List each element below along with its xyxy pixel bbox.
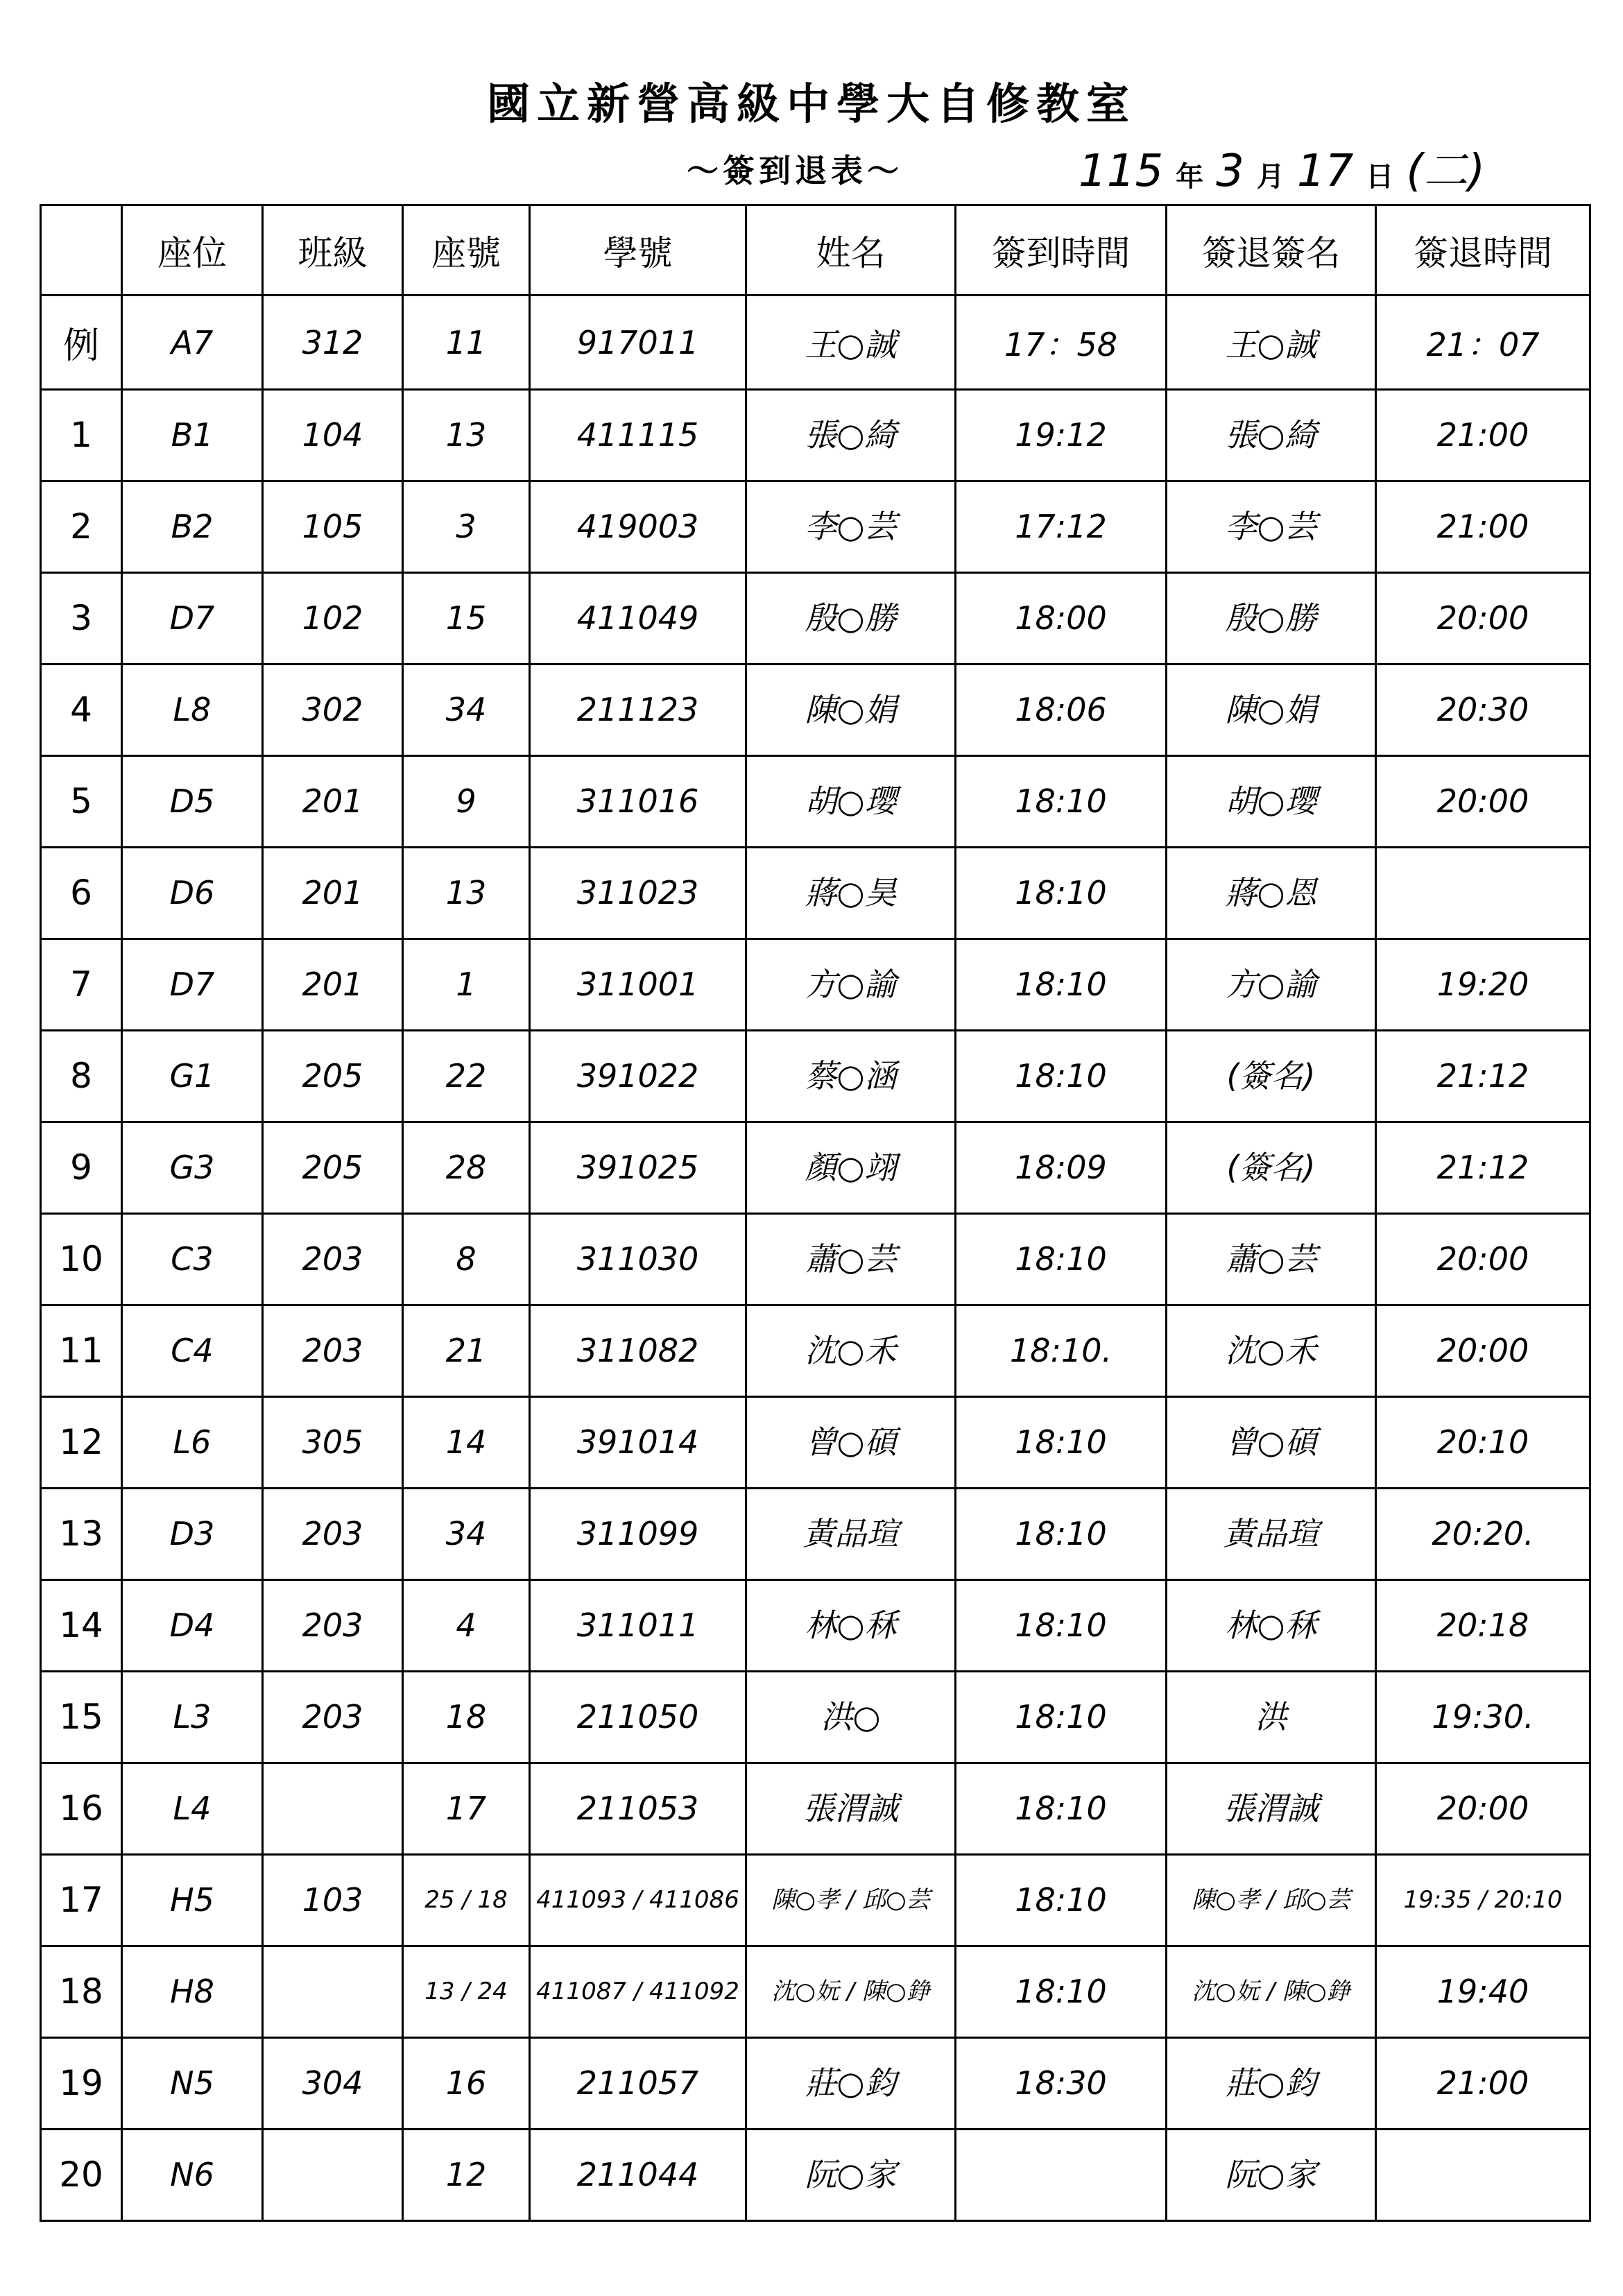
cell-seat[interactable]: L3 (122, 1672, 263, 1763)
cell-student-id[interactable]: 311099 (530, 1489, 746, 1580)
cell-sign-out-time[interactable]: 21:00 (1376, 481, 1590, 573)
table-row (41, 1489, 1590, 1580)
table-row (41, 481, 1590, 573)
cell-seat-number[interactable]: 14 (403, 1397, 530, 1489)
cell-class[interactable]: 205 (263, 1031, 403, 1122)
header-student-id: 學號 (530, 205, 746, 295)
cell-index[interactable]: 18 (41, 1946, 122, 2038)
cell-class[interactable]: 102 (263, 573, 403, 665)
cell-student-id[interactable]: 419003 (530, 481, 746, 573)
cell-name[interactable]: 胡○璎 (746, 756, 956, 848)
cell-student-id[interactable]: 211057 (530, 2038, 746, 2130)
cell-seat[interactable]: D7 (122, 939, 263, 1031)
cell-seat[interactable]: N6 (122, 2130, 263, 2221)
cell-sign-out-signature[interactable]: (簽名) (1167, 1122, 1376, 1214)
table-row (41, 573, 1590, 665)
cell-sign-in-time[interactable] (956, 2130, 1167, 2221)
cell-sign-out-time[interactable] (1376, 2130, 1590, 2221)
example-index: 例 (41, 295, 122, 390)
cell-student-id[interactable]: 411049 (530, 573, 746, 665)
table-row (41, 1305, 1590, 1397)
cell-name[interactable]: 黃品瑄 (746, 1489, 956, 1580)
cell-seat[interactable]: H8 (122, 1946, 263, 2038)
cell-seat[interactable]: D5 (122, 756, 263, 848)
cell-sign-in-time[interactable]: 18:10 (956, 848, 1167, 939)
cell-index[interactable]: 4 (41, 665, 122, 756)
cell-name[interactable]: 曾○碩 (746, 1397, 956, 1489)
cell-seat-number[interactable]: 16 (403, 2038, 530, 2130)
cell-sign-in-time[interactable]: 18:10 (956, 756, 1167, 848)
cell-student-id[interactable]: 311016 (530, 756, 746, 848)
cell-class[interactable] (263, 2130, 403, 2221)
example-seat-number: 11 (403, 295, 530, 390)
date-weekday: (二) (1406, 146, 1486, 197)
example-seat: A7 (122, 295, 263, 390)
cell-sign-in-time[interactable]: 18:10 (956, 1763, 1167, 1855)
cell-name[interactable]: 沈○禾 (746, 1305, 956, 1397)
cell-sign-in-time[interactable]: 18:10 (956, 1489, 1167, 1580)
cell-sign-out-time[interactable]: 21:12 (1376, 1122, 1590, 1214)
cell-student-id[interactable]: 411115 (530, 390, 746, 481)
cell-class[interactable]: 104 (263, 390, 403, 481)
cell-student-id[interactable]: 311011 (530, 1580, 746, 1672)
cell-sign-out-signature[interactable]: 殷○勝 (1167, 573, 1376, 665)
cell-seat-number[interactable]: 12 (403, 2130, 530, 2221)
example-name: 王○誠 (746, 295, 956, 390)
cell-sign-in-time[interactable]: 18:30 (956, 2038, 1167, 2130)
header-name: 姓名 (746, 205, 956, 295)
date-month: 3 (1216, 146, 1244, 197)
cell-sign-in-time[interactable]: 18:10. (956, 1305, 1167, 1397)
cell-name[interactable]: 殷○勝 (746, 573, 956, 665)
table-header (41, 205, 1590, 295)
cell-student-id[interactable]: 211123 (530, 665, 746, 756)
cell-sign-out-time[interactable]: 20:18 (1376, 1580, 1590, 1672)
table-row (41, 665, 1590, 756)
sign-in-table (40, 204, 1591, 2222)
cell-class[interactable]: 203 (263, 1672, 403, 1763)
example-sign-out-signature: 王○誠 (1167, 295, 1376, 390)
cell-seat-number[interactable]: 15 (403, 573, 530, 665)
cell-index[interactable]: 10 (41, 1214, 122, 1305)
cell-sign-in-time[interactable]: 18:00 (956, 573, 1167, 665)
cell-student-id[interactable]: 211044 (530, 2130, 746, 2221)
cell-sign-in-time[interactable]: 18:10 (956, 1214, 1167, 1305)
cell-sign-out-signature[interactable]: (簽名) (1167, 1031, 1376, 1122)
cell-sign-out-signature[interactable]: 胡○璎 (1167, 756, 1376, 848)
cell-class[interactable]: 302 (263, 665, 403, 756)
cell-sign-in-time[interactable]: 18:06 (956, 665, 1167, 756)
cell-seat-number[interactable]: 8 (403, 1214, 530, 1305)
table-row (41, 756, 1590, 848)
cell-name[interactable]: 阮○家 (746, 2130, 956, 2221)
cell-class[interactable]: 305 (263, 1397, 403, 1489)
date-month-label: 月 (1256, 160, 1285, 193)
header-index (41, 205, 122, 295)
cell-index[interactable]: 8 (41, 1031, 122, 1122)
table-row (41, 2130, 1590, 2221)
cell-sign-out-signature[interactable]: 張○綺 (1167, 390, 1376, 481)
cell-index[interactable]: 7 (41, 939, 122, 1031)
header-seat-number: 座號 (403, 205, 530, 295)
cell-seat-number[interactable]: 25 / 18 (403, 1855, 530, 1946)
cell-name[interactable]: 方○諭 (746, 939, 956, 1031)
cell-sign-out-time[interactable]: 19:30. (1376, 1672, 1590, 1763)
cell-student-id[interactable]: 311030 (530, 1214, 746, 1305)
example-row (41, 295, 1590, 390)
cell-sign-out-time[interactable]: 19:35 / 20:10 (1376, 1855, 1590, 1946)
cell-index[interactable]: 6 (41, 848, 122, 939)
cell-name[interactable]: 張渭誠 (746, 1763, 956, 1855)
cell-student-id[interactable]: 391014 (530, 1397, 746, 1489)
header-seat: 座位 (122, 205, 263, 295)
cell-sign-out-signature[interactable]: 沈○妧 / 陳○錚 (1167, 1946, 1376, 2038)
cell-student-id[interactable]: 391025 (530, 1122, 746, 1214)
cell-student-id[interactable]: 311023 (530, 848, 746, 939)
cell-sign-in-time[interactable]: 18:10 (956, 1672, 1167, 1763)
cell-seat-number[interactable]: 28 (403, 1122, 530, 1214)
cell-sign-out-time[interactable]: 21:00 (1376, 2038, 1590, 2130)
cell-class[interactable]: 201 (263, 756, 403, 848)
table-row (41, 1214, 1590, 1305)
cell-index[interactable]: 1 (41, 390, 122, 481)
cell-student-id[interactable]: 411087 / 411092 (530, 1946, 746, 2038)
date-year: 115 (1079, 146, 1164, 197)
cell-sign-out-signature[interactable]: 蕭○芸 (1167, 1214, 1376, 1305)
cell-student-id[interactable]: 391022 (530, 1031, 746, 1122)
cell-seat-number[interactable]: 9 (403, 756, 530, 848)
cell-sign-out-time[interactable]: 20:00 (1376, 573, 1590, 665)
cell-index[interactable]: 14 (41, 1580, 122, 1672)
cell-index[interactable]: 9 (41, 1122, 122, 1214)
cell-sign-out-time[interactable]: 20:00 (1376, 1214, 1590, 1305)
cell-seat[interactable]: C3 (122, 1214, 263, 1305)
example-student-id: 917011 (530, 295, 746, 390)
cell-seat-number[interactable]: 18 (403, 1672, 530, 1763)
cell-seat-number[interactable]: 4 (403, 1580, 530, 1672)
header-sign-out-time: 簽退時間 (1376, 205, 1590, 295)
cell-seat[interactable]: D3 (122, 1489, 263, 1580)
header-class: 班級 (263, 205, 403, 295)
example-sign-out-time: 21：07 (1376, 295, 1590, 390)
cell-seat[interactable]: G1 (122, 1031, 263, 1122)
cell-index[interactable]: 3 (41, 573, 122, 665)
cell-sign-in-time[interactable]: 18:10 (956, 939, 1167, 1031)
table-row (41, 1855, 1590, 1946)
cell-sign-in-time[interactable]: 18:10 (956, 1031, 1167, 1122)
header-sign-in-time: 簽到時間 (956, 205, 1167, 295)
cell-sign-out-signature[interactable]: 阮○家 (1167, 2130, 1376, 2221)
cell-name[interactable]: 李○芸 (746, 481, 956, 573)
cell-sign-in-time[interactable]: 19:12 (956, 390, 1167, 481)
cell-sign-out-signature[interactable]: 李○芸 (1167, 481, 1376, 573)
cell-name[interactable]: 莊○鈞 (746, 2038, 956, 2130)
cell-sign-out-time[interactable]: 19:40 (1376, 1946, 1590, 2038)
cell-class[interactable]: 203 (263, 1305, 403, 1397)
cell-sign-out-signature[interactable]: 陳○孝 / 邱○芸 (1167, 1855, 1376, 1946)
cell-sign-in-time[interactable]: 18:10 (956, 1580, 1167, 1672)
cell-sign-in-time[interactable]: 18:09 (956, 1122, 1167, 1214)
cell-sign-out-time[interactable]: 21:00 (1376, 390, 1590, 481)
cell-sign-out-signature[interactable]: 曾○碩 (1167, 1397, 1376, 1489)
cell-name[interactable]: 林○秝 (746, 1580, 956, 1672)
cell-sign-in-time[interactable]: 18:10 (956, 1397, 1167, 1489)
cell-sign-out-signature[interactable]: 張渭誠 (1167, 1763, 1376, 1855)
cell-sign-out-time[interactable]: 20:00 (1376, 1305, 1590, 1397)
table-row (41, 2038, 1590, 2130)
cell-name[interactable]: 蕭○芸 (746, 1214, 956, 1305)
cell-seat-number[interactable]: 3 (403, 481, 530, 573)
cell-seat[interactable]: D6 (122, 848, 263, 939)
cell-student-id[interactable]: 311001 (530, 939, 746, 1031)
cell-seat-number[interactable]: 13 / 24 (403, 1946, 530, 2038)
cell-seat[interactable]: G3 (122, 1122, 263, 1214)
table-row (41, 1672, 1590, 1763)
cell-class[interactable]: 201 (263, 848, 403, 939)
cell-class[interactable]: 304 (263, 2038, 403, 2130)
cell-name[interactable]: 蔡○涵 (746, 1031, 956, 1122)
cell-seat[interactable]: B2 (122, 481, 263, 573)
cell-seat[interactable]: D4 (122, 1580, 263, 1672)
cell-seat[interactable]: D7 (122, 573, 263, 665)
cell-index[interactable]: 11 (41, 1305, 122, 1397)
cell-sign-out-time[interactable]: 20:00 (1376, 1763, 1590, 1855)
cell-sign-out-time[interactable]: 19:20 (1376, 939, 1590, 1031)
header-sign-out-signature: 簽退簽名 (1167, 205, 1376, 295)
cell-seat-number[interactable]: 17 (403, 1763, 530, 1855)
cell-seat[interactable]: L4 (122, 1763, 263, 1855)
cell-seat-number[interactable]: 13 (403, 390, 530, 481)
date-year-label: 年 (1176, 160, 1204, 193)
cell-index[interactable]: 12 (41, 1397, 122, 1489)
cell-student-id[interactable]: 211050 (530, 1672, 746, 1763)
cell-index[interactable]: 5 (41, 756, 122, 848)
cell-class[interactable]: 201 (263, 939, 403, 1031)
cell-sign-in-time[interactable]: 17:12 (956, 481, 1167, 573)
cell-seat-number[interactable]: 1 (403, 939, 530, 1031)
cell-seat[interactable]: L6 (122, 1397, 263, 1489)
cell-index[interactable]: 16 (41, 1763, 122, 1855)
cell-name[interactable]: 洪○ (746, 1672, 956, 1763)
cell-seat-number[interactable]: 34 (403, 1489, 530, 1580)
cell-seat-number[interactable]: 21 (403, 1305, 530, 1397)
cell-sign-in-time[interactable]: 18:10 (956, 1855, 1167, 1946)
table-row (41, 1580, 1590, 1672)
cell-index[interactable]: 2 (41, 481, 122, 573)
cell-name[interactable]: 沈○妧 / 陳○錚 (746, 1946, 956, 2038)
cell-sign-out-time[interactable]: 20:00 (1376, 756, 1590, 848)
cell-seat[interactable]: N5 (122, 2038, 263, 2130)
cell-student-id[interactable]: 211053 (530, 1763, 746, 1855)
cell-seat-number[interactable]: 13 (403, 848, 530, 939)
cell-sign-out-time[interactable]: 20:30 (1376, 665, 1590, 756)
cell-sign-out-signature[interactable]: 黃品瑄 (1167, 1489, 1376, 1580)
table-row (41, 848, 1590, 939)
date-day: 17 (1296, 146, 1354, 197)
cell-seat[interactable]: C4 (122, 1305, 263, 1397)
cell-student-id[interactable]: 411093 / 411086 (530, 1855, 746, 1946)
cell-sign-out-signature[interactable]: 方○諭 (1167, 939, 1376, 1031)
cell-sign-out-time[interactable] (1376, 848, 1590, 939)
cell-sign-in-time[interactable]: 18:10 (956, 1946, 1167, 2038)
table-row (41, 939, 1590, 1031)
cell-seat[interactable]: L8 (122, 665, 263, 756)
cell-sign-out-signature[interactable]: 蔣○恩 (1167, 848, 1376, 939)
cell-class[interactable]: 105 (263, 481, 403, 573)
cell-name[interactable]: 蔣○昊 (746, 848, 956, 939)
table-row (41, 1031, 1590, 1122)
example-class: 312 (263, 295, 403, 390)
cell-name[interactable]: 陳○娟 (746, 665, 956, 756)
cell-student-id[interactable]: 311082 (530, 1305, 746, 1397)
cell-seat[interactable]: B1 (122, 390, 263, 481)
cell-class[interactable] (263, 1763, 403, 1855)
cell-index[interactable]: 13 (41, 1489, 122, 1580)
cell-class[interactable]: 205 (263, 1122, 403, 1214)
cell-class[interactable] (263, 1946, 403, 2038)
cell-seat[interactable]: H5 (122, 1855, 263, 1946)
cell-sign-out-signature[interactable]: 莊○鈞 (1167, 2038, 1376, 2130)
cell-sign-out-signature[interactable]: 洪 (1167, 1672, 1376, 1763)
cell-index[interactable]: 20 (41, 2130, 122, 2221)
cell-class[interactable]: 203 (263, 1214, 403, 1305)
cell-class[interactable]: 203 (263, 1580, 403, 1672)
cell-index[interactable]: 17 (41, 1855, 122, 1946)
cell-sign-out-time[interactable]: 21:12 (1376, 1031, 1590, 1122)
example-sign-in-time: 17：58 (956, 295, 1167, 390)
page-title: 國立新營高級中學大自修教室 (486, 78, 1136, 129)
cell-class[interactable]: 203 (263, 1489, 403, 1580)
cell-sign-out-time[interactable]: 20:20. (1376, 1489, 1590, 1580)
cell-seat-number[interactable]: 34 (403, 665, 530, 756)
table-row (41, 1763, 1590, 1855)
cell-index[interactable]: 19 (41, 2038, 122, 2130)
table-row (41, 1122, 1590, 1214)
date-line (1079, 135, 1485, 199)
cell-name[interactable]: 張○綺 (746, 390, 956, 481)
cell-name[interactable]: 陳○孝 / 邱○芸 (746, 1855, 956, 1946)
page-subtitle: ～簽到退表～ (687, 152, 903, 189)
table-row (41, 390, 1590, 481)
cell-index[interactable]: 15 (41, 1672, 122, 1763)
cell-sign-out-time[interactable]: 20:10 (1376, 1397, 1590, 1489)
date-day-label: 日 (1366, 160, 1394, 193)
table-row (41, 1397, 1590, 1489)
cell-sign-out-signature[interactable]: 沈○禾 (1167, 1305, 1376, 1397)
cell-class[interactable]: 103 (263, 1855, 403, 1946)
cell-seat-number[interactable]: 22 (403, 1031, 530, 1122)
cell-sign-out-signature[interactable]: 林○秝 (1167, 1580, 1376, 1672)
cell-name[interactable]: 顏○翊 (746, 1122, 956, 1214)
cell-sign-out-signature[interactable]: 陳○娟 (1167, 665, 1376, 756)
table-row (41, 1946, 1590, 2038)
